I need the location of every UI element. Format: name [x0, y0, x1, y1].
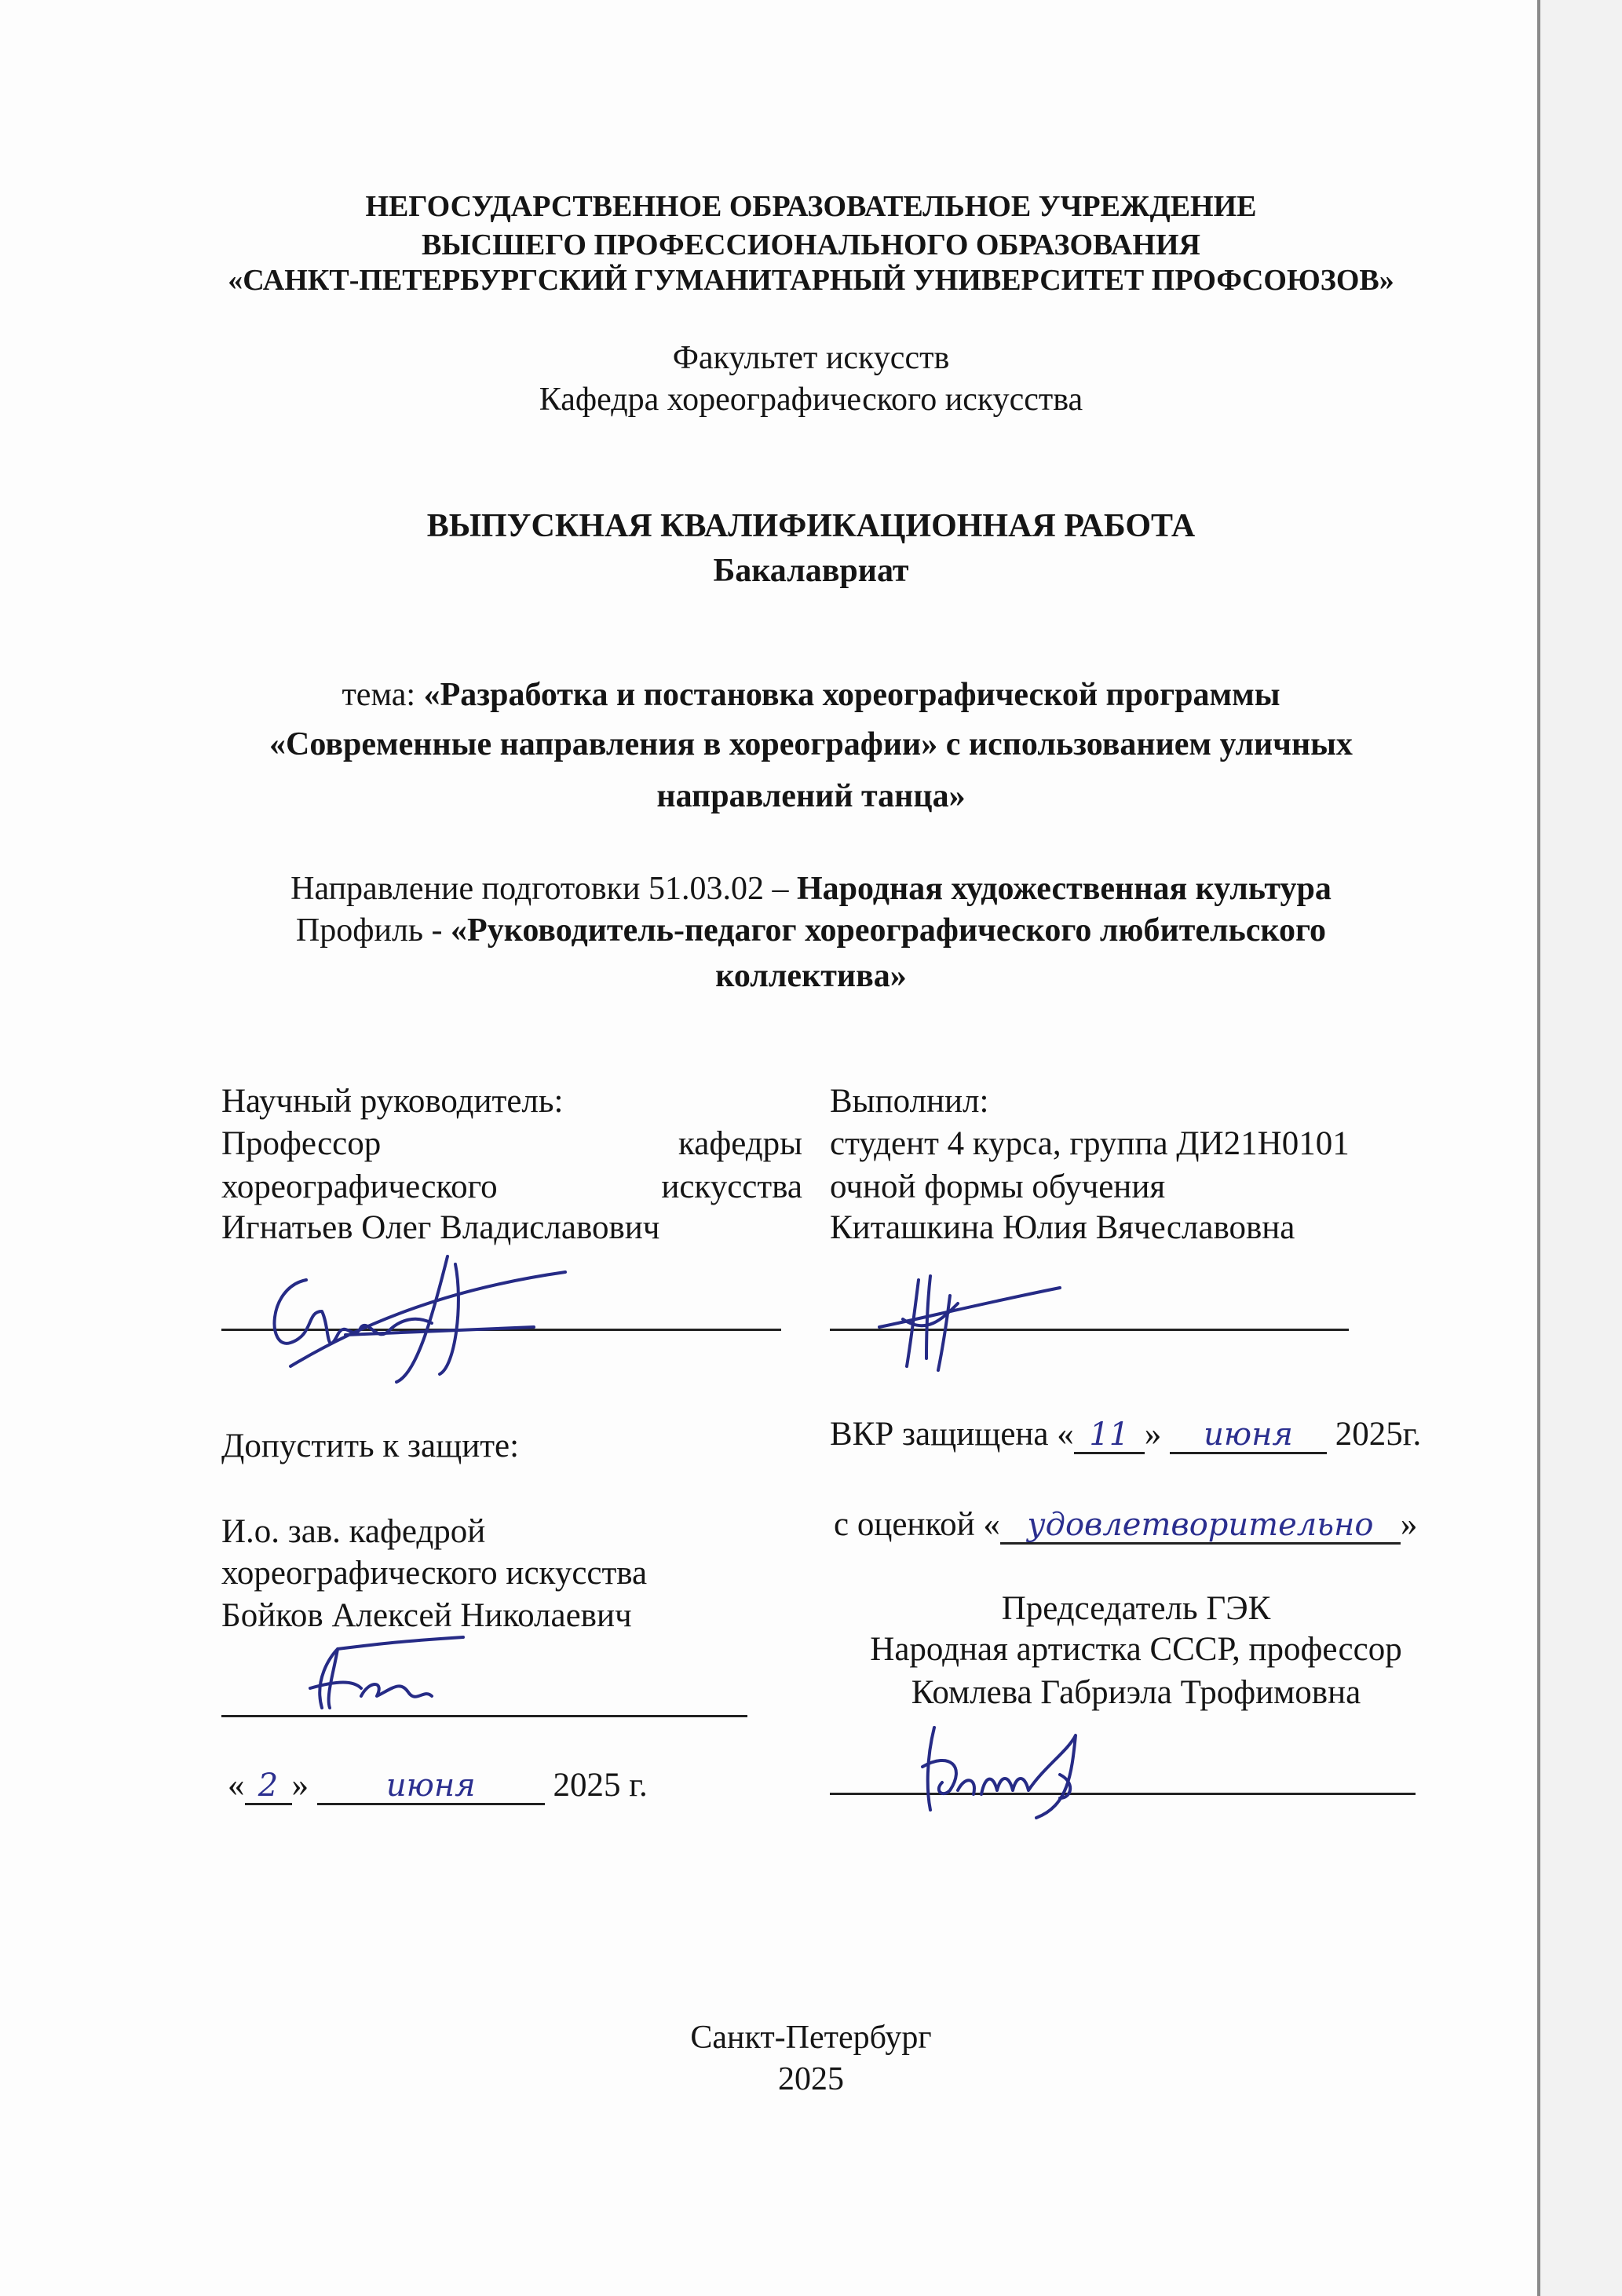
profile-line-2: коллектива» — [715, 958, 907, 994]
supervisor-title-word: хореографического — [221, 1168, 498, 1205]
grade-value: удовлетворительно — [1000, 1508, 1401, 1545]
defense-year: 2025г. — [1327, 1416, 1422, 1453]
quote-close: » — [1144, 1416, 1171, 1453]
quote-close: » — [291, 1767, 309, 1804]
supervisor-signature — [251, 1256, 801, 1398]
institution-line-3: «САНКТ-ПЕТЕРБУРГСКИЙ ГУМАНИТАРНЫЙ УНИВЕРСИТЕТ ПРОФСОЮЗОВ» — [228, 264, 1394, 297]
topic-line-1 — [0, 675, 1622, 715]
direction-value: Народная художественная культура — [796, 871, 1332, 907]
work-level: Бакалавриат — [713, 553, 909, 589]
direction-line — [0, 868, 1622, 909]
quote-close: » — [1400, 1506, 1418, 1543]
admission-signature — [290, 1633, 487, 1712]
supervisor-heading: Научный руководитель: — [221, 1083, 564, 1120]
institution-line-1: НЕГОСУДАРСТВЕННОЕ ОБРАЗОВАТЕЛЬНОЕ УЧРЕЖДЕНИЕ — [365, 190, 1257, 223]
defense-date — [830, 1414, 1421, 1455]
student-name: Киташкина Юлия Вячеславовна — [830, 1209, 1295, 1246]
topic-line-3: направлений танца» — [656, 778, 966, 814]
supervisor-title-line-2 — [221, 1167, 802, 1208]
admission-date — [228, 1765, 648, 1806]
defense-month: июня — [1170, 1417, 1327, 1454]
chair-title: Председатель ГЭК — [1001, 1590, 1271, 1627]
supervisor-name: Игнатьев Олег Владиславович — [221, 1209, 660, 1246]
supervisor-title-word: кафедры — [678, 1125, 802, 1162]
grade-label: с оценкой « — [834, 1506, 1000, 1543]
admission-heading: Допустить к защите: — [221, 1428, 520, 1464]
defense-day: 11 — [1074, 1417, 1145, 1454]
supervisor-title-word: Профессор — [221, 1125, 382, 1162]
topic-line-2: «Современные направления в хореографии» с использованием уличных — [269, 726, 1353, 762]
department: Кафедра хореографического искусства — [539, 382, 1083, 418]
student-heading: Выполнил: — [830, 1083, 989, 1120]
chair-name: Комлева Габриэла Трофимовна — [911, 1674, 1361, 1711]
admission-date-month: июня — [317, 1768, 545, 1805]
admission-signature-line — [221, 1715, 747, 1717]
student-line-2: очной формы обучения — [830, 1168, 1166, 1205]
profile-label: Профиль - — [295, 912, 451, 949]
supervisor-title-line-1 — [221, 1124, 802, 1164]
supervisor-title-word: искусства — [661, 1168, 802, 1205]
quote-open: « — [228, 1767, 245, 1804]
admission-name: Бойков Алексей Николаевич — [221, 1597, 632, 1634]
footer-city: Санкт-Петербург — [690, 2020, 932, 2056]
institution-line-2: ВЫСШЕГО ПРОФЕССИОНАЛЬНОГО ОБРАЗОВАНИЯ — [422, 229, 1200, 261]
work-type: ВЫПУСКНАЯ КВАЛИФИКАЦИОННАЯ РАБОТА — [426, 508, 1196, 544]
chair-line-2: Народная артистка СССР, профессор — [870, 1631, 1402, 1668]
faculty: Факультет искусств — [672, 340, 950, 376]
defense-grade — [834, 1504, 1417, 1545]
footer-year: 2025 — [778, 2061, 844, 2097]
student-signature — [871, 1272, 1076, 1374]
topic-label: тема: — [342, 677, 424, 713]
admission-line-2: хореографического искусства — [221, 1555, 648, 1592]
direction-label: Направление подготовки 51.03.02 – — [290, 871, 797, 907]
profile-line — [0, 910, 1622, 951]
admission-date-year: 2025 г. — [544, 1767, 648, 1804]
profile-value: «Руководитель-педагог хореографического любительского — [451, 912, 1327, 949]
admission-line-1: И.о. зав. кафедрой — [221, 1513, 486, 1550]
topic-text: «Разработка и постановка хореографической программы — [423, 677, 1280, 713]
student-line-1: студент 4 курса, группа ДИ21Н0101 — [830, 1125, 1350, 1162]
defense-label: ВКР защищена « — [830, 1416, 1074, 1453]
admission-date-day: 2 — [245, 1768, 292, 1805]
chair-signature — [919, 1720, 1170, 1822]
